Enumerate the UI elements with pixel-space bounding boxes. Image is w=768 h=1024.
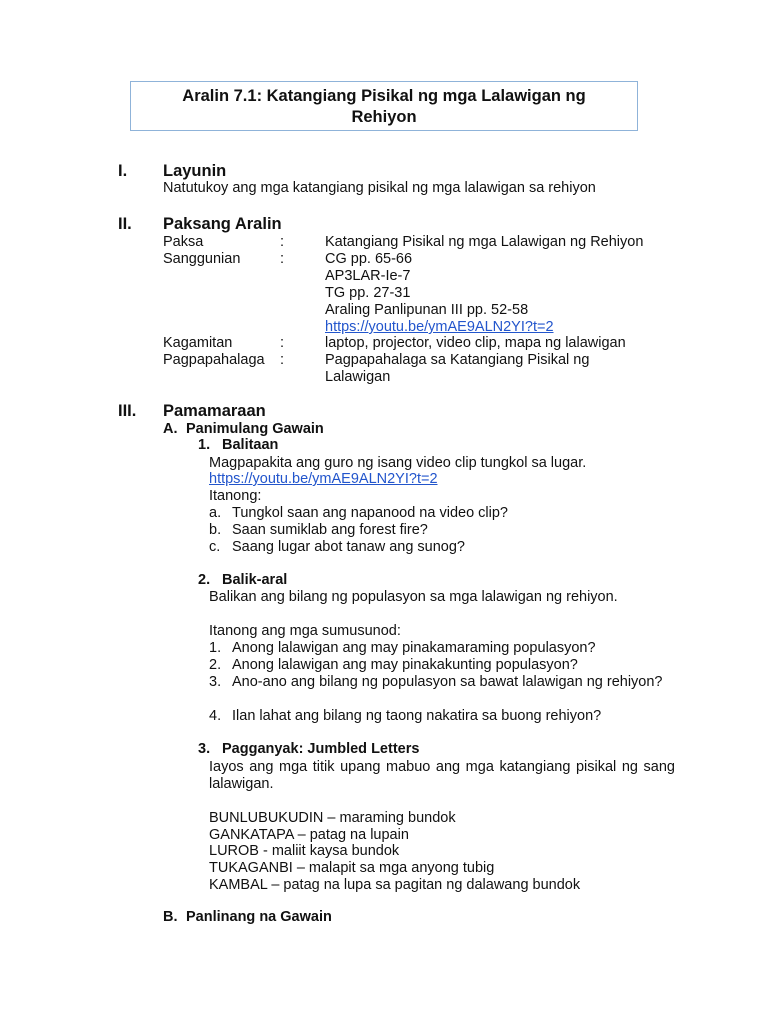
section-3-heading: Pamamaraan xyxy=(163,402,266,420)
lesson-title-line2: Rehiyon xyxy=(351,108,417,126)
sanggunian-value-1: CG pp. 65-66 xyxy=(325,251,413,267)
pagganyak-heading: Pagganyak: Jumbled Letters xyxy=(222,741,420,757)
pagpapahalaga-value-1: Pagpapahalaga sa Katangiang Pisikal ng xyxy=(325,352,590,368)
kagamitan-value: laptop, projector, video clip, mapa ng lalawigan xyxy=(325,335,626,351)
balik-aral-itanong: Itanong ang mga sumusunod: xyxy=(209,623,401,639)
pagpapahalaga-key: Pagpapahalaga xyxy=(163,352,265,368)
jumbled-word: LUROB - maliit kaysa bundok xyxy=(209,843,400,859)
balik-aral-item-text: Anong lalawigan ang may pinakamaraming populasyon? xyxy=(232,640,596,656)
balik-aral-text: Balikan ang bilang ng populasyon sa mga lalawigan ng rehiyon. xyxy=(209,589,618,605)
pagganyak-number: 3. xyxy=(198,741,211,757)
section-1-number: I. xyxy=(118,162,128,180)
balik-aral-number: 2. xyxy=(198,572,211,588)
jumbled-word: TUKAGANBI – malapit sa mga anyong tubig xyxy=(209,860,495,876)
balik-aral-item-label: 3. xyxy=(209,674,222,690)
pagpapahalaga-colon: : xyxy=(280,352,285,368)
paksa-colon: : xyxy=(280,234,285,250)
section-1-text: Natutukoy ang mga katangiang pisikal ng mga lalawigan sa rehiyon xyxy=(163,180,596,196)
paksa-key: Paksa xyxy=(163,234,204,250)
balik-aral-item-text: Anong lalawigan ang may pinakakunting populasyon? xyxy=(232,657,578,673)
jumbled-word: KAMBAL – patag na lupa sa pagitan ng dalawang bundok xyxy=(209,877,581,893)
balitaan-number: 1. xyxy=(198,437,211,453)
balitaan-itanong: Itanong: xyxy=(209,488,262,504)
sanggunian-colon: : xyxy=(280,251,285,267)
lesson-title-line1: Aralin 7.1: Katangiang Pisikal ng mga Lalawigan ng xyxy=(182,87,586,105)
balik-aral-item-text: Ilan lahat ang bilang ng taong nakatira sa buong rehiyon? xyxy=(232,708,602,724)
balitaan-item-label: b. xyxy=(209,522,222,538)
sanggunian-key: Sanggunian xyxy=(163,251,241,267)
balitaan-heading: Balitaan xyxy=(222,437,279,453)
subsection-b-label: B. xyxy=(163,909,178,925)
subsection-a-heading: Panimulang Gawain xyxy=(186,421,324,437)
pagganyak-text: Iayos ang mga titik upang mabuo ang mga katangiang pisikal ng sang lalawigan. xyxy=(209,759,675,792)
sanggunian-value-2: AP3LAR-Ie-7 xyxy=(325,268,411,284)
sanggunian-video-link[interactable]: https://youtu.be/ymAE9ALN2YI?t=2 xyxy=(325,319,554,335)
kagamitan-colon: : xyxy=(280,335,285,351)
balitaan-item-text: Saang lugar abot tanaw ang sunog? xyxy=(232,539,465,555)
kagamitan-key: Kagamitan xyxy=(163,335,233,351)
subsection-a-label: A. xyxy=(163,421,178,437)
balik-aral-item-label: 2. xyxy=(209,657,222,673)
lesson-title-box xyxy=(130,81,638,131)
balik-aral-item-text: Ano-ano ang bilang ng populasyon sa bawat lalawigan ng rehiyon? xyxy=(232,674,663,690)
section-2-heading: Paksang Aralin xyxy=(163,215,282,233)
paksa-value: Katangiang Pisikal ng mga Lalawigan ng Rehiyon xyxy=(325,234,644,250)
jumbled-word: BUNLUBUKUDIN – maraming bundok xyxy=(209,810,456,826)
balik-aral-heading: Balik-aral xyxy=(222,572,288,588)
subsection-b-heading: Panlinang na Gawain xyxy=(186,909,332,925)
balik-aral-item-label: 4. xyxy=(209,708,222,724)
section-1-heading: Layunin xyxy=(163,162,227,180)
balitaan-video-link[interactable]: https://youtu.be/ymAE9ALN2YI?t=2 xyxy=(209,471,438,487)
balik-aral-item-label: 1. xyxy=(209,640,222,656)
section-3-number: III. xyxy=(118,402,137,420)
section-2-number: II. xyxy=(118,215,132,233)
balitaan-text: Magpapakita ang guro ng isang video clip tungkol sa lugar. xyxy=(209,455,587,471)
balitaan-item-text: Tungkol saan ang napanood na video clip? xyxy=(232,505,508,521)
balitaan-item-label: a. xyxy=(209,505,222,521)
sanggunian-value-3: TG pp. 27-31 xyxy=(325,285,411,301)
jumbled-word: GANKATAPA – patag na lupain xyxy=(209,827,409,843)
balitaan-item-label: c. xyxy=(209,539,221,555)
pagpapahalaga-value-2: Lalawigan xyxy=(325,369,391,385)
sanggunian-value-4: Araling Panlipunan III pp. 52-58 xyxy=(325,302,529,318)
balitaan-item-text: Saan sumiklab ang forest fire? xyxy=(232,522,428,538)
